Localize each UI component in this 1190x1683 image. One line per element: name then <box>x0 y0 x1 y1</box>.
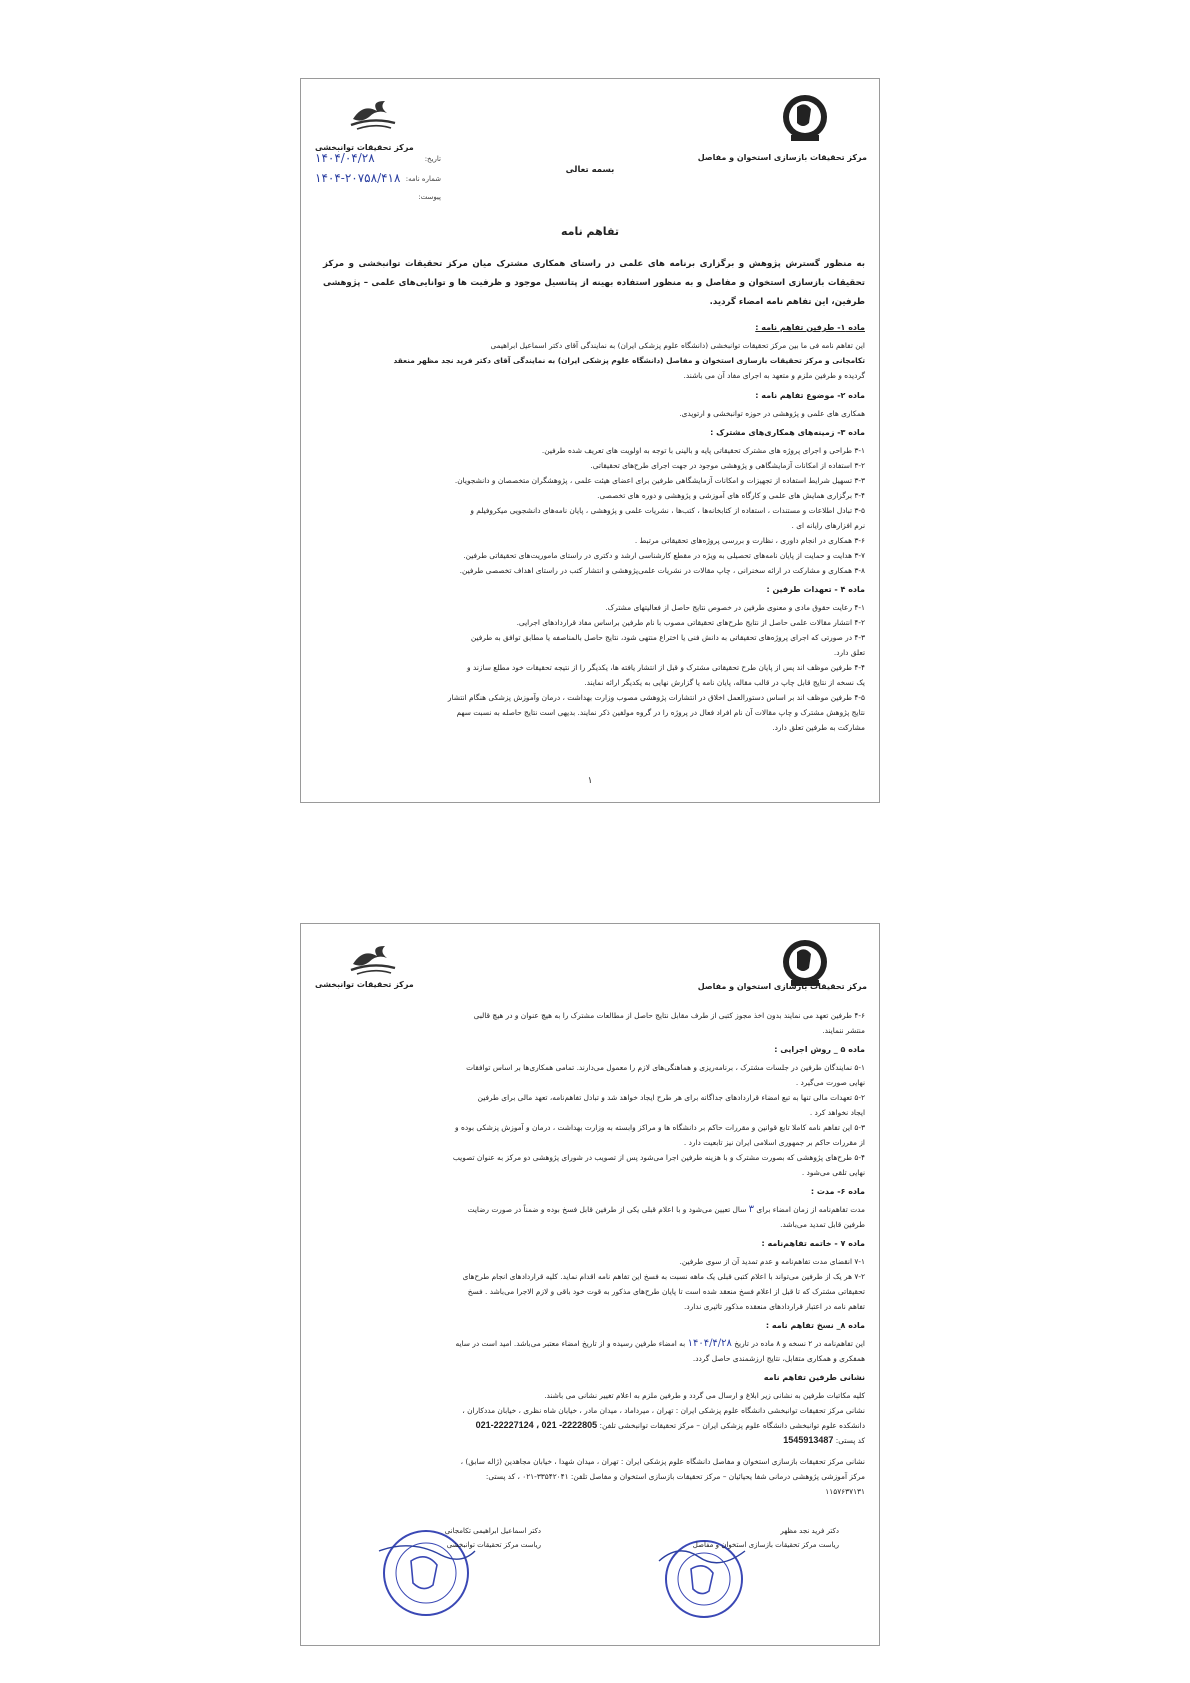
article-8-text-b: به امضاء طرفین رسیده و از تاریخ امضاء معتبر می‌باشد. امید است در سایه <box>455 1339 686 1348</box>
rehab-logo-icon <box>347 942 399 976</box>
article-5-item: نهایی تلقی می‌شود . <box>801 1168 865 1177</box>
article-4-item: تعلق دارد. <box>833 648 865 657</box>
article-3-item: ۳-۷ هدایت و حمایت از پایان نامه‌های تحصیلی به ویژه در مقطع کارشناسی ارشد و دکتری در راستای ماموریت‌های تحقیقاتی طرفین. <box>463 551 865 560</box>
letter-number-value: ۱۴۰۴-۲۰۷۵۸/۴۱۸ <box>315 171 401 185</box>
article-4-heading: ماده ۴ - تعهدات طرفین : <box>766 585 865 594</box>
official-stamp-icon <box>649 1521 759 1621</box>
signing-date: ۱۴۰۴/۴/۲۸ <box>687 1338 732 1349</box>
article-3-item: ۳-۴ برگزاری همایش های علمی و کارگاه های آموزشی و پژوهشی و دوره های تخصصی. <box>597 491 865 500</box>
basmala: بسمه تعالی <box>565 165 615 175</box>
article-4-item: یک نسخه از نتایج قابل چاپ در قالب مقاله، پایان نامه یا گزارش نهایی به یکدیگر ارائه نمایند. <box>584 678 865 687</box>
address-heading: نشانی طرفین تفاهم نامه <box>763 1373 865 1382</box>
address-line: نشانی مرکز تحقیقات توانبخشی دانشگاه علوم پزشکی ایران : تهران ، میرداماد ، میدان مادر ، خیابان شاه نظری ، خیابان مددکاران ، <box>462 1406 865 1415</box>
official-stamp-icon <box>371 1521 481 1621</box>
signatory-left-role: ریاست مرکز تحقیقات توانبخشی <box>446 1541 541 1549</box>
article-4-item: نتایج پژوهش مشترک و چاپ مقالات آن نام افراد فعال در پروژه را در گروه مولفین ذکر نمایند. بدیهی است نتایج حاصله به نسبت سهم <box>456 708 865 717</box>
page-number: ۱ <box>587 776 593 786</box>
article-4-item: ۴-۴ طرفین موظف اند پس از پایان طرح تحقیقاتی مشترک و قبل از انتشار یافته ها، یکدیگر را از نتیجه تحقیقات خود مطلع سازند و <box>467 663 865 672</box>
signature-block-right <box>629 1521 849 1631</box>
bone-joint-seal-icon <box>777 93 833 145</box>
org-name-right: مرکز تحقیقات بازسازی استخوان و مفاصل <box>697 982 867 991</box>
article-7-item: ۷-۱ انقضای مدت تفاهم‌نامه و عدم تمدید آن از سوی طرفین. <box>679 1257 865 1266</box>
article-5-item: ۵-۲ تعهدات مالی تنها به تبع امضاء قراردادهای جداگانه برای هر طرح ایجاد خواهد شد و تبادل تفاهم‌نامه، تعهد مالی برای طرفین <box>477 1093 865 1102</box>
article-3-item: ۳-۱ طراحی و اجرای پروژه های مشترک تحقیقاتی پایه و بالینی با توجه به اولویت های تعریف شده طرفین. <box>541 446 865 455</box>
article-7-item: تحقیقاتی مشترک که تا قبل از اعلام فسخ منعقد شده است تا پایان طرح‌های مذکور به قوت خود باقی و لازم الاجرا می‌باشد . فسخ <box>467 1287 865 1296</box>
article-4-item: ۴-۲ انتشار مقالات علمی حاصل از نتایج طرح‌های تحقیقاتی مصوب با نام طرفین براساس مفاد قراردادهای اجرایی. <box>516 618 865 627</box>
document-page-1 <box>300 78 880 803</box>
article-3-item: ۳-۲ استفاده از امکانات آزمایشگاهی و پژوهشی موجود در جهت اجرای طرح‌های تحقیقاتی. <box>590 461 865 470</box>
article-5-item: از مقررات حاکم بر جمهوری اسلامی ایران نیز تابعیت دارد . <box>683 1138 865 1147</box>
article-5-item: ۵-۳ این تفاهم نامه کاملا تابع قوانین و مقررات حاکم بر دانشگاه ها و مراکز وابسته به وزارت بهداشت ، درمان و آموزش پزشکی بوده و <box>455 1123 865 1132</box>
article-3-item: ۳-۸ همکاری و مشارکت در ارائه سخنرانی ، چاپ مقالات در نشریات علمی‌پژوهشی و انتشار کتب در راستای اهداف تخصصی طرفین. <box>459 566 865 575</box>
article-6-text-a: مدت تفاهم‌نامه از زمان امضاء برای <box>756 1205 865 1214</box>
article-3-item: نرم افزارهای رایانه ای . <box>791 521 865 530</box>
article-8-heading: ماده ۸_ نسخ تفاهم نامه : <box>765 1321 865 1330</box>
article-2-heading: ماده ۲- موضوع تفاهم نامه : <box>755 391 865 400</box>
article-5-item: نهایی صورت می‌گیرد . <box>795 1078 865 1087</box>
article-3-heading: ماده ۳- زمینه‌های همکاری‌های مشترک : <box>710 428 865 437</box>
article-6-line: طرفین قابل تمدید می‌باشد. <box>780 1220 865 1229</box>
article-5-item: ۵-۴ طرح‌های پژوهشی که بصورت مشترک و با هزینه طرفین اجرا می‌شود پس از تصویب در شورای پژوهشی دو مرکز به عنوان تصویب <box>452 1153 865 1162</box>
postal-label: کد پستی: <box>835 1436 865 1445</box>
org-name-left: مرکز تحقیقات توانبخشی <box>315 143 414 152</box>
postal-line <box>323 1433 865 1448</box>
article-1-heading: ماده ۱- طرفین تفاهم نامه : <box>755 323 865 332</box>
org-name-right: مرکز تحقیقات بازسازی استخوان و مفاصل <box>697 153 867 162</box>
address-line: کلیه مکاتبات طرفین به نشانی زیر ابلاغ و ارسال می گردد و طرفین ملزم به اعلام تغییر نشانی می باشند. <box>544 1391 865 1400</box>
article-8-line: همفکری و همکاری متقابل، نتایج ارزشمندی حاصل گردد. <box>692 1354 865 1363</box>
article-4-item: منتشر ننمایند. <box>822 1026 865 1035</box>
article-5-item: ۵-۱ نمایندگان طرفین در جلسات مشترک ، برنامه‌ریزی و هماهنگی‌های لازم را معمول می‌دارند. تمامی همکاری‌ها بر اساس توافقات <box>466 1063 865 1072</box>
article-2-text: همکاری های علمی و پژوهشی در حوزه توانبخشی و ارتوپدی. <box>679 409 865 418</box>
article-4-item: ۴-۶ طرفین تعهد می نمایند بدون اخذ مجوز کتبی از طرف مقابل نتایج حاصل از مطالعات مشترک را به هیچ عنوان و در هیچ قالبی <box>473 1011 865 1020</box>
article-3-item: ۳-۳ تسهیل شرایط استفاده از تجهیزات و امکانات آزمایشگاهی طرفین برای اعضای هیئت علمی ، پژوهشگران متخصصان و دانشجویان. <box>454 476 865 485</box>
article-1-line: این تفاهم نامه فی ما بین مرکز تحقیقات توانبخشی (دانشگاه علوم پزشکی ایران) به نمایندگی آقای دکتر اسماعیل ابراهیمی <box>490 341 865 350</box>
address-line: نشانی مرکز تحقیقات بازسازی استخوان و مفاصل دانشگاه علوم پزشکی ایران : تهران ، میدان شهدا ، خیابان مجاهدین (ژاله سابق) ، <box>460 1457 865 1466</box>
postal-code: 1545913487 <box>783 1435 834 1445</box>
signature-block-left <box>331 1521 551 1631</box>
article-6-text-b: سال تعیین می‌شود و با اعلام قبلی یکی از طرفین قابل فسخ بوده و ضمناً در صورت رضایت <box>467 1205 747 1214</box>
signatory-right-name: دکتر فرید نجد مظهر <box>780 1527 839 1535</box>
page-2-body <box>323 1008 865 1499</box>
article-8-line <box>323 1336 865 1351</box>
signatory-right-role: ریاست مرکز تحقیقات بازسازی استخوان و مفاصل <box>692 1541 839 1549</box>
article-6-heading: ماده ۶- مدت : <box>810 1187 865 1196</box>
article-7-heading: ماده ۷ - خاتمه تفاهم‌نامه : <box>761 1239 865 1248</box>
rehab-logo-icon <box>347 97 399 131</box>
article-3-item: ۳-۵ تبادل اطلاعات و مستندات ، استفاده از کتابخانه‌ها ، کتب‌ها ، نشریات علمی و پژوهشی ، پایان نامه‌های دانشجویی میکروفیلم و <box>470 506 865 515</box>
address-line: ۱۱۵۷۶۳۷۱۳۱ <box>825 1487 865 1496</box>
article-3-item: ۳-۶ همکاری در انجام داوری ، نظارت و بررسی پروژه‌های تحقیقاتی مرتبط . <box>634 536 865 545</box>
date-label: تاریخ: <box>424 155 441 163</box>
article-1-line: تکامجانی و مرکز تحقیقات بازسازی استخوان و مفاصل (دانشگاه علوم پزشکی ایران) به نمایندگی آقای دکتر فرید نجد مظهر منعقد <box>393 356 865 365</box>
duration-years: ۳ <box>748 1204 755 1215</box>
address-text: دانشکده علوم توانبخشی دانشگاه علوم پزشکی ایران – مرکز تحقیقات توانبخشی تلفن: <box>599 1421 865 1430</box>
article-5-item: ایجاد نخواهد کرد . <box>809 1108 865 1117</box>
article-6-line <box>323 1202 865 1217</box>
signatory-left-name: دکتر اسماعیل ابراهیمی تکامجانی <box>444 1527 541 1535</box>
article-4-item: ۴-۵ طرفین موظف اند بر اساس دستورالعمل اخلاق در انتشارات پژوهشی مصوب وزارت بهداشت ، درمان وآموزش پزشکی هنگام انتشار <box>447 693 865 702</box>
phone-numbers: 021-22227124 ، 021 -2222805 <box>475 1420 598 1430</box>
address-line <box>323 1418 865 1433</box>
letter-number-label: شماره نامه: <box>405 175 441 183</box>
address-line: مرکز آموزشی پژوهشی درمانی شفا یحیائیان – مرکز تحقیقات بازسازی استخوان و مفاصل تلفن: ۳۳۵۴۲۰۴۱-۰۲۱ ، کد پستی: <box>485 1472 865 1481</box>
page-1-body <box>323 255 865 735</box>
document-title: تفاهم نامه <box>560 225 619 238</box>
article-7-item: ۷-۲ هر یک از طرفین می‌تواند با اعلام کتبی قبلی یک ماهه نسبت به فسخ این تفاهم نامه اقدام نماید. کلیه قراردادهای انجام طرح‌های <box>462 1272 865 1281</box>
article-4-item: مشارکت به طرفین تعلق دارد. <box>772 723 865 732</box>
article-1-line: گردیده و طرفین ملزم و متعهد به اجرای مفاد آن می باشند. <box>683 371 865 380</box>
article-8-text-a: این تفاهم‌نامه در ۲ نسخه و ۸ ماده در تاریخ <box>734 1339 865 1348</box>
article-7-item: تفاهم نامه در اعتبار قراردادهای منعقده مذکور تاثیری ندارد. <box>684 1302 865 1311</box>
document-page-2 <box>300 923 880 1646</box>
intro-paragraph: به منظور گسترش پژوهش و برگزاری برنامه های علمی در راستای همکاری مشترک میان مرکز تحقیقات توانبخشی و مرکز تحقیقات بازسازی استخوان و مفاصل و به منظور استفاده بهینه از پتانسیل موجود و ظرفیت ها و توانایی‌های علمی – پژوهشی طرفین، این تفاهم نامه امضاء گردید. <box>323 259 865 307</box>
attachment-label: پیوست: <box>418 193 441 201</box>
date-value: ۱۴۰۴/۰۴/۲۸ <box>315 151 375 165</box>
article-5-heading: ماده ۵ _ روش اجرایی : <box>774 1045 865 1054</box>
article-4-item: ۴-۳ در صورتی که اجرای پروژه‌های تحقیقاتی به دانش فنی یا اختراع منتهی شود، نتایج حاصل بالمناصفه یا مطابق توافق به طرفین <box>470 633 865 642</box>
org-name-left: مرکز تحقیقات توانبخشی <box>315 980 414 989</box>
article-4-item: ۴-۱ رعایت حقوق مادی و معنوی طرفین در خصوص نتایج حاصل از فعالیتهای مشترک. <box>605 603 865 612</box>
